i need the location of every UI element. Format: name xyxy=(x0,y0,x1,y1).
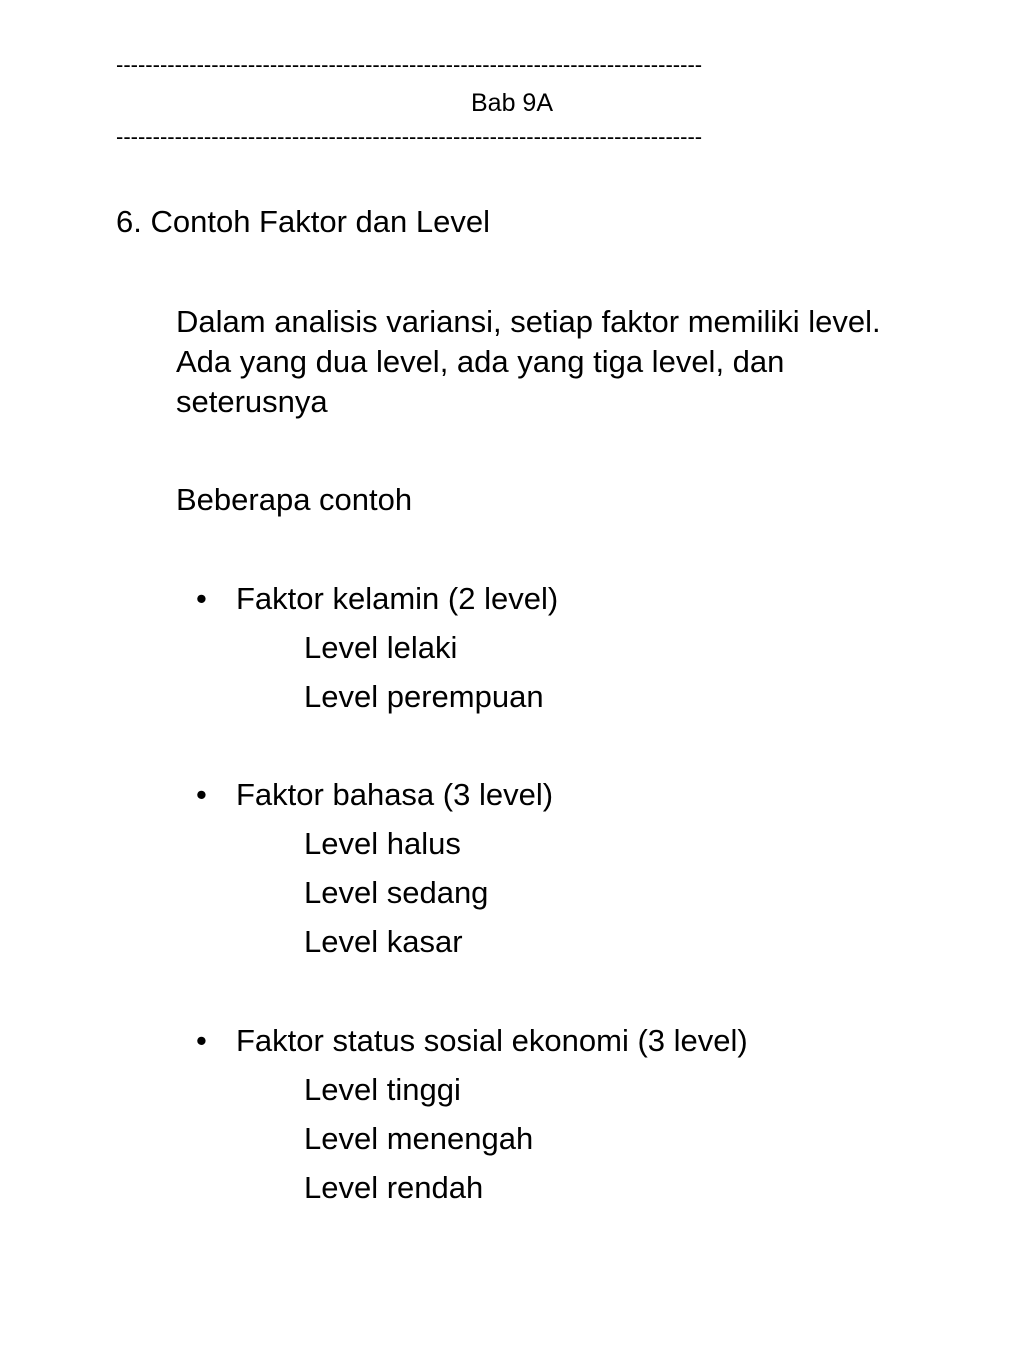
intro-line: Dalam analisis variansi, setiap faktor memiliki level. xyxy=(176,304,881,339)
bullet-marker: • xyxy=(196,777,207,812)
intro-paragraph xyxy=(176,302,996,422)
chapter-title: Bab 9A xyxy=(470,89,553,117)
examples-label: Beberapa contoh xyxy=(176,482,413,517)
factor-heading xyxy=(196,1022,748,1060)
factor-heading xyxy=(196,776,553,814)
intro-line: Ada yang dua level, ada yang tiga level, dan xyxy=(176,344,785,379)
factor-label: Faktor bahasa (3 level) xyxy=(236,777,554,812)
factor-label: Faktor status sosial ekonomi (3 level) xyxy=(236,1023,748,1058)
header-bottom-rule: -------------------------------------------------------------------------------- xyxy=(116,124,703,149)
header-top-rule: -------------------------------------------------------------------------------- xyxy=(116,52,703,77)
factor-heading xyxy=(196,580,558,618)
level-item: Level kasar xyxy=(304,924,463,959)
bullet-marker: • xyxy=(196,581,207,616)
intro-line: seterusnya xyxy=(176,384,328,419)
bullet-marker: • xyxy=(196,1023,207,1058)
level-item: Level sedang xyxy=(304,875,489,910)
factor-label: Faktor kelamin (2 level) xyxy=(236,581,559,616)
level-item: Level perempuan xyxy=(304,679,544,714)
level-item: Level rendah xyxy=(304,1170,484,1205)
section-heading: 6. Contoh Faktor dan Level xyxy=(116,204,490,239)
level-item: Level tinggi xyxy=(304,1072,461,1107)
level-item: Level lelaki xyxy=(304,630,458,665)
level-item: Level menengah xyxy=(304,1121,534,1156)
level-item: Level halus xyxy=(304,826,461,861)
